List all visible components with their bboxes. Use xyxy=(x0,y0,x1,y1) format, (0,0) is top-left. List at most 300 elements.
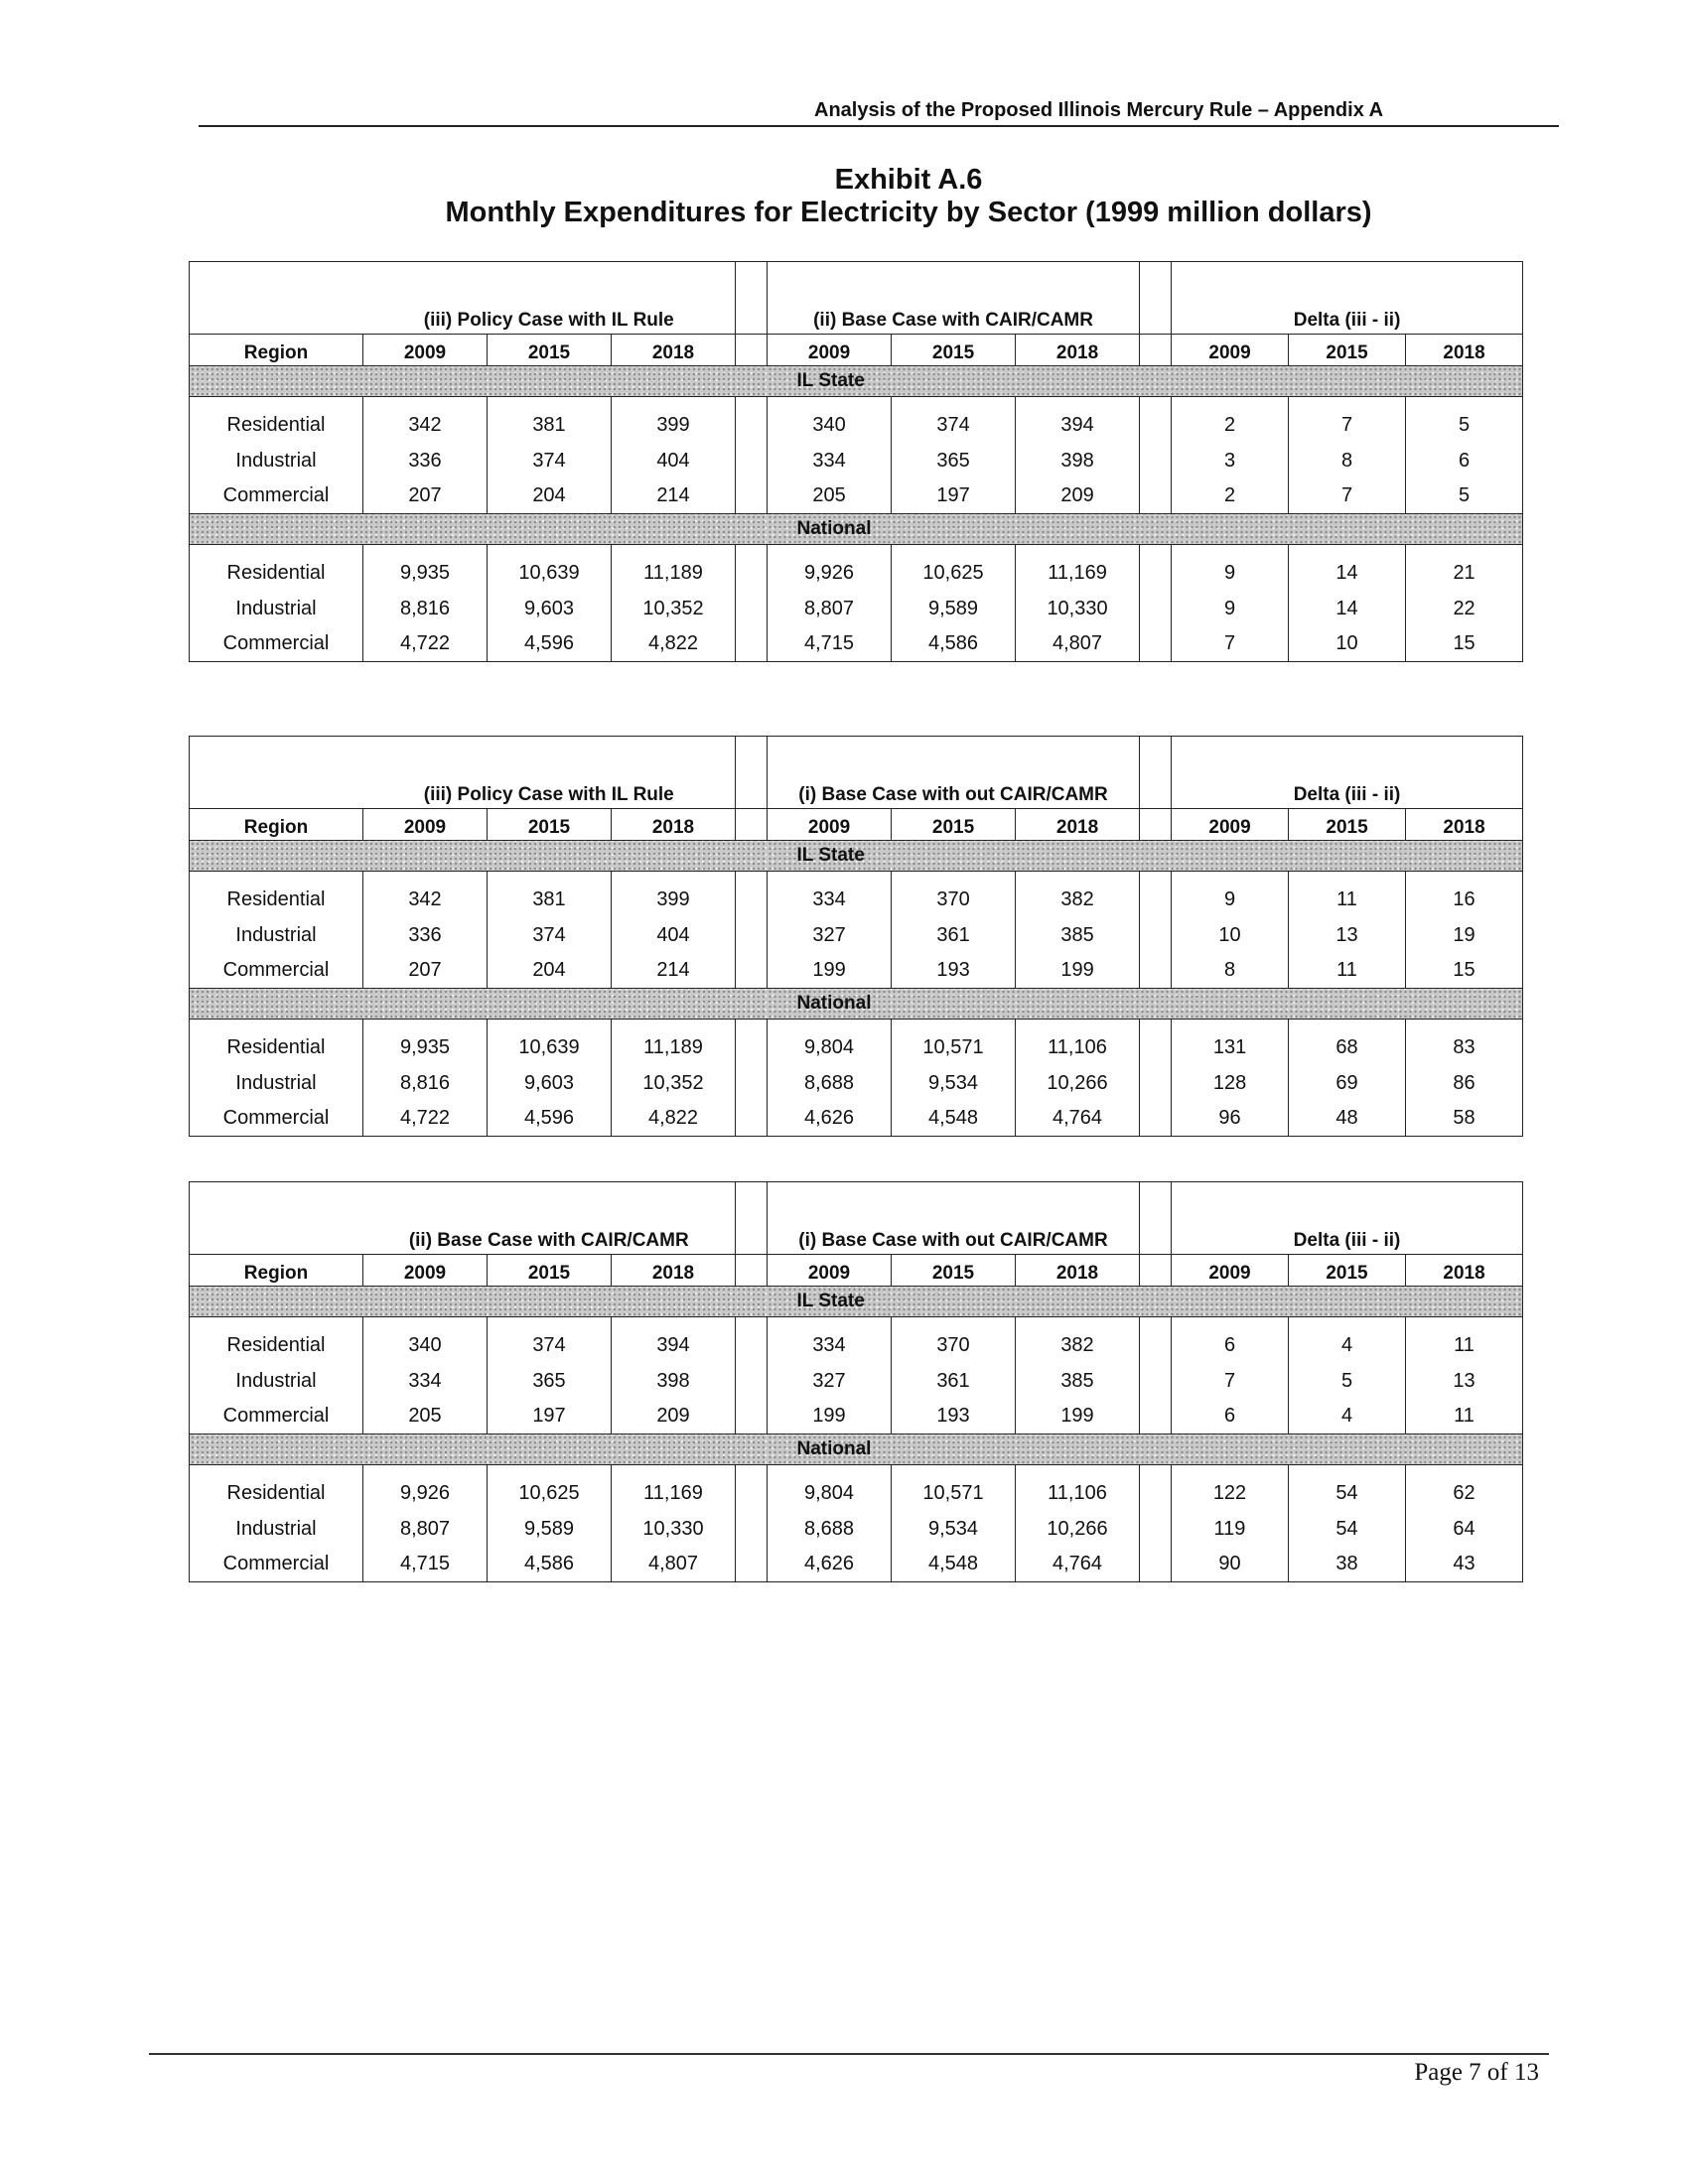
value-cell-b: 385 xyxy=(1016,918,1140,953)
value-cell-a: 4,822 xyxy=(612,1101,736,1137)
value-cell-a: 209 xyxy=(612,1399,736,1434)
gap-cell xyxy=(736,1399,768,1434)
value-cell-b: 394 xyxy=(1016,397,1140,445)
year-header-b: 2018 xyxy=(1016,335,1140,366)
value-cell-b: 334 xyxy=(768,872,892,919)
value-cell-a: 4,586 xyxy=(488,1547,612,1582)
gap-cell xyxy=(1140,1020,1172,1067)
gap-cell xyxy=(736,592,768,626)
value-cell-a: 4,596 xyxy=(488,1101,612,1137)
section-band-left xyxy=(190,1287,768,1317)
value-cell-b: 398 xyxy=(1016,444,1140,478)
region-header: Region xyxy=(190,1255,363,1287)
table-row xyxy=(190,478,1523,514)
section-label: IL State xyxy=(768,1287,1523,1317)
value-cell-c: 22 xyxy=(1406,592,1523,626)
gap-cell xyxy=(736,444,768,478)
value-cell-c: 6 xyxy=(1172,1399,1289,1434)
group-c-header: Delta (iii - ii) xyxy=(1172,737,1523,809)
value-cell-a: 8,816 xyxy=(363,1066,488,1101)
value-cell-b: 370 xyxy=(892,872,1016,919)
group-b-header: (ii) Base Case with CAIR/CAMR xyxy=(768,262,1140,335)
row-label: Industrial xyxy=(190,1512,363,1547)
value-cell-b: 327 xyxy=(768,1364,892,1399)
row-label: Commercial xyxy=(190,1399,363,1434)
value-cell-b: 9,589 xyxy=(892,592,1016,626)
year-header-a: 2018 xyxy=(612,335,736,366)
value-cell-b: 4,548 xyxy=(892,1101,1016,1137)
page-number: Page 7 of 13 xyxy=(1414,2059,1539,2086)
row-label: Industrial xyxy=(190,918,363,953)
gap-cell xyxy=(736,335,768,366)
group-b-header: (i) Base Case with out CAIR/CAMR xyxy=(768,1182,1140,1255)
value-cell-a: 204 xyxy=(488,478,612,514)
gap-cell xyxy=(736,545,768,593)
value-cell-b: 10,266 xyxy=(1016,1512,1140,1547)
year-header-b: 2018 xyxy=(1016,809,1140,841)
section-band xyxy=(190,1434,1523,1465)
value-cell-a: 365 xyxy=(488,1364,612,1399)
gap-cell xyxy=(1140,1317,1172,1365)
value-cell-b: 361 xyxy=(892,1364,1016,1399)
gap-cell xyxy=(1140,809,1172,841)
value-cell-c: 131 xyxy=(1172,1020,1289,1067)
section-label: National xyxy=(768,514,1523,545)
region-header: Region xyxy=(190,809,363,841)
value-cell-a: 334 xyxy=(363,1364,488,1399)
gap-cell xyxy=(1140,335,1172,366)
footer-rule xyxy=(149,2053,1549,2055)
table-row xyxy=(190,1317,1523,1365)
section-band xyxy=(190,1287,1523,1317)
value-cell-a: 10,352 xyxy=(612,1066,736,1101)
table-row xyxy=(190,592,1523,626)
year-header-c: 2015 xyxy=(1289,1255,1406,1287)
year-header-a: 2015 xyxy=(488,335,612,366)
value-cell-b: 9,804 xyxy=(768,1465,892,1513)
value-cell-c: 2 xyxy=(1172,397,1289,445)
section-band xyxy=(190,841,1523,872)
table-row xyxy=(190,545,1523,593)
value-cell-b: 4,764 xyxy=(1016,1101,1140,1137)
year-header-c: 2018 xyxy=(1406,335,1523,366)
year-header-c: 2015 xyxy=(1289,809,1406,841)
gap-cell xyxy=(1140,1101,1172,1137)
group-a-header: (iii) Policy Case with IL Rule xyxy=(363,262,736,335)
row-label: Residential xyxy=(190,1317,363,1365)
value-cell-b: 205 xyxy=(768,478,892,514)
value-cell-a: 9,589 xyxy=(488,1512,612,1547)
value-cell-c: 6 xyxy=(1406,444,1523,478)
year-header-c: 2015 xyxy=(1289,335,1406,366)
gap-cell xyxy=(736,918,768,953)
value-cell-b: 365 xyxy=(892,444,1016,478)
value-cell-c: 5 xyxy=(1289,1364,1406,1399)
value-cell-c: 8 xyxy=(1289,444,1406,478)
gap-cell xyxy=(1140,953,1172,989)
section-band xyxy=(190,989,1523,1020)
gap-cell xyxy=(736,1182,768,1255)
gap-cell xyxy=(1140,737,1172,809)
value-cell-c: 3 xyxy=(1172,444,1289,478)
row-label: Commercial xyxy=(190,478,363,514)
value-cell-b: 9,534 xyxy=(892,1512,1016,1547)
value-cell-a: 207 xyxy=(363,953,488,989)
value-cell-c: 16 xyxy=(1406,872,1523,919)
value-cell-c: 11 xyxy=(1289,872,1406,919)
value-cell-c: 11 xyxy=(1289,953,1406,989)
year-header-a: 2015 xyxy=(488,1255,612,1287)
value-cell-a: 399 xyxy=(612,872,736,919)
exhibit-heading xyxy=(0,164,1684,230)
gap-cell xyxy=(1140,626,1172,662)
table-row xyxy=(190,1101,1523,1137)
row-label: Industrial xyxy=(190,1364,363,1399)
value-cell-a: 404 xyxy=(612,918,736,953)
table-row xyxy=(190,1066,1523,1101)
group-c-header: Delta (iii - ii) xyxy=(1172,262,1523,335)
value-cell-a: 10,352 xyxy=(612,592,736,626)
value-cell-a: 10,625 xyxy=(488,1465,612,1513)
year-header-b: 2015 xyxy=(892,809,1016,841)
gap-cell xyxy=(1140,1364,1172,1399)
gap-cell xyxy=(1140,918,1172,953)
section-band xyxy=(190,366,1523,397)
value-cell-a: 8,816 xyxy=(363,592,488,626)
value-cell-a: 10,639 xyxy=(488,1020,612,1067)
table-row xyxy=(190,953,1523,989)
gap-cell xyxy=(1140,1399,1172,1434)
value-cell-c: 4 xyxy=(1289,1399,1406,1434)
value-cell-a: 9,926 xyxy=(363,1465,488,1513)
gap-cell xyxy=(1140,397,1172,445)
value-cell-c: 90 xyxy=(1172,1547,1289,1582)
value-cell-c: 9 xyxy=(1172,592,1289,626)
value-cell-c: 7 xyxy=(1289,478,1406,514)
value-cell-a: 9,603 xyxy=(488,592,612,626)
gap-cell xyxy=(736,1101,768,1137)
year-header-b: 2009 xyxy=(768,809,892,841)
value-cell-a: 9,935 xyxy=(363,545,488,593)
value-cell-a: 4,822 xyxy=(612,626,736,662)
value-cell-b: 9,804 xyxy=(768,1020,892,1067)
value-cell-c: 69 xyxy=(1289,1066,1406,1101)
value-cell-b: 4,764 xyxy=(1016,1547,1140,1582)
table-row xyxy=(190,626,1523,662)
value-cell-c: 7 xyxy=(1172,626,1289,662)
value-cell-b: 374 xyxy=(892,397,1016,445)
year-header-b: 2009 xyxy=(768,1255,892,1287)
row-label: Residential xyxy=(190,1465,363,1513)
value-cell-a: 4,722 xyxy=(363,626,488,662)
value-cell-b: 8,688 xyxy=(768,1066,892,1101)
section-band-left xyxy=(190,1434,768,1465)
value-cell-a: 204 xyxy=(488,953,612,989)
value-cell-c: 58 xyxy=(1406,1101,1523,1137)
year-header-a: 2018 xyxy=(612,809,736,841)
year-header-b: 2009 xyxy=(768,335,892,366)
value-cell-c: 122 xyxy=(1172,1465,1289,1513)
value-cell-b: 4,586 xyxy=(892,626,1016,662)
value-cell-b: 10,571 xyxy=(892,1465,1016,1513)
value-cell-a: 381 xyxy=(488,872,612,919)
row-label: Industrial xyxy=(190,592,363,626)
value-cell-a: 342 xyxy=(363,872,488,919)
value-cell-b: 8,688 xyxy=(768,1512,892,1547)
value-cell-b: 4,548 xyxy=(892,1547,1016,1582)
value-cell-b: 9,926 xyxy=(768,545,892,593)
value-cell-b: 199 xyxy=(1016,1399,1140,1434)
value-cell-a: 8,807 xyxy=(363,1512,488,1547)
year-header-b: 2015 xyxy=(892,1255,1016,1287)
gap-cell xyxy=(1140,1465,1172,1513)
gap-cell xyxy=(736,262,768,335)
value-cell-c: 13 xyxy=(1406,1364,1523,1399)
group-header-row xyxy=(190,737,1523,809)
gap-cell xyxy=(736,1465,768,1513)
gap-cell xyxy=(736,1364,768,1399)
value-cell-c: 86 xyxy=(1406,1066,1523,1101)
gap-cell xyxy=(1140,1255,1172,1287)
value-cell-b: 10,625 xyxy=(892,545,1016,593)
value-cell-b: 197 xyxy=(892,478,1016,514)
table-row xyxy=(190,1399,1523,1434)
row-label: Industrial xyxy=(190,444,363,478)
value-cell-c: 11 xyxy=(1406,1317,1523,1365)
row-label: Residential xyxy=(190,545,363,593)
exhibit-table-3 xyxy=(189,1181,1523,1582)
exhibit-title: Monthly Expenditures for Electricity by Sector (1999 million dollars) xyxy=(445,197,1372,229)
value-cell-b: 193 xyxy=(892,953,1016,989)
header-rule xyxy=(199,125,1559,127)
value-cell-a: 10,330 xyxy=(612,1512,736,1547)
gap-cell xyxy=(736,626,768,662)
section-band-left xyxy=(190,366,768,397)
year-header-a: 2009 xyxy=(363,1255,488,1287)
year-header-row xyxy=(190,809,1523,841)
year-header-row xyxy=(190,1255,1523,1287)
gap-cell xyxy=(736,478,768,514)
table-row xyxy=(190,1020,1523,1067)
value-cell-c: 13 xyxy=(1289,918,1406,953)
value-cell-b: 334 xyxy=(768,444,892,478)
year-header-c: 2009 xyxy=(1172,1255,1289,1287)
value-cell-a: 336 xyxy=(363,918,488,953)
table-row xyxy=(190,1465,1523,1513)
value-cell-b: 370 xyxy=(892,1317,1016,1365)
value-cell-b: 9,534 xyxy=(892,1066,1016,1101)
value-cell-c: 11 xyxy=(1406,1399,1523,1434)
value-cell-a: 342 xyxy=(363,397,488,445)
value-cell-a: 374 xyxy=(488,918,612,953)
gap-cell xyxy=(1140,1066,1172,1101)
group-a-header: (iii) Policy Case with IL Rule xyxy=(363,737,736,809)
value-cell-c: 14 xyxy=(1289,592,1406,626)
group-header-row xyxy=(190,1182,1523,1255)
value-cell-a: 374 xyxy=(488,444,612,478)
value-cell-c: 8 xyxy=(1172,953,1289,989)
value-cell-c: 6 xyxy=(1172,1317,1289,1365)
value-cell-a: 4,596 xyxy=(488,626,612,662)
row-label: Commercial xyxy=(190,626,363,662)
value-cell-a: 214 xyxy=(612,953,736,989)
value-cell-b: 4,715 xyxy=(768,626,892,662)
year-header-c: 2018 xyxy=(1406,1255,1523,1287)
section-band xyxy=(190,514,1523,545)
value-cell-a: 4,722 xyxy=(363,1101,488,1137)
table-row xyxy=(190,1364,1523,1399)
year-header-a: 2018 xyxy=(612,1255,736,1287)
gap-cell xyxy=(736,1020,768,1067)
value-cell-c: 54 xyxy=(1289,1465,1406,1513)
group-header-row xyxy=(190,262,1523,335)
value-cell-b: 199 xyxy=(1016,953,1140,989)
value-cell-c: 9 xyxy=(1172,872,1289,919)
value-cell-b: 327 xyxy=(768,918,892,953)
gap-cell xyxy=(1140,478,1172,514)
table-row xyxy=(190,397,1523,445)
gap-cell xyxy=(736,1317,768,1365)
value-cell-b: 10,571 xyxy=(892,1020,1016,1067)
value-cell-c: 64 xyxy=(1406,1512,1523,1547)
value-cell-a: 381 xyxy=(488,397,612,445)
row-label: Commercial xyxy=(190,1547,363,1582)
value-cell-c: 62 xyxy=(1406,1465,1523,1513)
gap-cell xyxy=(736,809,768,841)
gap-cell xyxy=(736,1547,768,1582)
value-cell-b: 382 xyxy=(1016,1317,1140,1365)
section-label: IL State xyxy=(768,841,1523,872)
value-cell-b: 340 xyxy=(768,397,892,445)
section-band-left xyxy=(190,514,768,545)
gap-cell xyxy=(1140,872,1172,919)
value-cell-c: 4 xyxy=(1289,1317,1406,1365)
table-row xyxy=(190,1512,1523,1547)
value-cell-c: 21 xyxy=(1406,545,1523,593)
value-cell-b: 385 xyxy=(1016,1364,1140,1399)
group-a-header: (ii) Base Case with CAIR/CAMR xyxy=(363,1182,736,1255)
row-label: Commercial xyxy=(190,953,363,989)
table-row xyxy=(190,918,1523,953)
section-band-left xyxy=(190,841,768,872)
gap-cell xyxy=(1140,592,1172,626)
value-cell-c: 54 xyxy=(1289,1512,1406,1547)
group-c-header: Delta (iii - ii) xyxy=(1172,1182,1523,1255)
gap-cell xyxy=(1140,1547,1172,1582)
exhibit-table-1 xyxy=(189,261,1523,662)
table-row xyxy=(190,1547,1523,1582)
value-cell-a: 207 xyxy=(363,478,488,514)
value-cell-b: 10,266 xyxy=(1016,1066,1140,1101)
year-header-c: 2018 xyxy=(1406,809,1523,841)
value-cell-a: 4,807 xyxy=(612,1547,736,1582)
exhibit-table-2 xyxy=(189,736,1523,1137)
value-cell-c: 15 xyxy=(1406,626,1523,662)
value-cell-a: 11,189 xyxy=(612,1020,736,1067)
value-cell-a: 4,715 xyxy=(363,1547,488,1582)
gap-cell xyxy=(1140,444,1172,478)
value-cell-c: 7 xyxy=(1172,1364,1289,1399)
value-cell-b: 209 xyxy=(1016,478,1140,514)
value-cell-a: 11,189 xyxy=(612,545,736,593)
group-b-header: (i) Base Case with out CAIR/CAMR xyxy=(768,737,1140,809)
value-cell-c: 48 xyxy=(1289,1101,1406,1137)
value-cell-c: 10 xyxy=(1172,918,1289,953)
row-label: Residential xyxy=(190,1020,363,1067)
value-cell-b: 4,807 xyxy=(1016,626,1140,662)
value-cell-b: 382 xyxy=(1016,872,1140,919)
value-cell-c: 2 xyxy=(1172,478,1289,514)
running-header: Analysis of the Proposed Illinois Mercury Rule – Appendix A xyxy=(814,99,1384,121)
value-cell-c: 5 xyxy=(1406,478,1523,514)
gap-cell xyxy=(736,397,768,445)
group-header-blank xyxy=(190,737,363,809)
value-cell-c: 10 xyxy=(1289,626,1406,662)
value-cell-a: 404 xyxy=(612,444,736,478)
value-cell-b: 4,626 xyxy=(768,1101,892,1137)
value-cell-c: 128 xyxy=(1172,1066,1289,1101)
value-cell-a: 10,639 xyxy=(488,545,612,593)
gap-cell xyxy=(736,953,768,989)
value-cell-a: 394 xyxy=(612,1317,736,1365)
row-label: Industrial xyxy=(190,1066,363,1101)
value-cell-b: 361 xyxy=(892,918,1016,953)
gap-cell xyxy=(736,1255,768,1287)
value-cell-c: 38 xyxy=(1289,1547,1406,1582)
year-header-c: 2009 xyxy=(1172,809,1289,841)
row-label: Residential xyxy=(190,397,363,445)
table-row xyxy=(190,872,1523,919)
section-label: National xyxy=(768,989,1523,1020)
value-cell-c: 43 xyxy=(1406,1547,1523,1582)
exhibit-label: Exhibit A.6 xyxy=(834,164,983,196)
value-cell-c: 15 xyxy=(1406,953,1523,989)
value-cell-b: 199 xyxy=(768,953,892,989)
value-cell-a: 205 xyxy=(363,1399,488,1434)
gap-cell xyxy=(736,872,768,919)
value-cell-a: 399 xyxy=(612,397,736,445)
year-header-c: 2009 xyxy=(1172,335,1289,366)
value-cell-a: 197 xyxy=(488,1399,612,1434)
value-cell-b: 334 xyxy=(768,1317,892,1365)
table-row xyxy=(190,444,1523,478)
value-cell-a: 214 xyxy=(612,478,736,514)
value-cell-a: 9,935 xyxy=(363,1020,488,1067)
year-header-a: 2015 xyxy=(488,809,612,841)
value-cell-b: 11,169 xyxy=(1016,545,1140,593)
gap-cell xyxy=(736,1066,768,1101)
section-band-left xyxy=(190,989,768,1020)
value-cell-c: 119 xyxy=(1172,1512,1289,1547)
section-label: IL State xyxy=(768,366,1523,397)
gap-cell xyxy=(1140,545,1172,593)
group-header-blank xyxy=(190,262,363,335)
gap-cell xyxy=(736,737,768,809)
row-label: Commercial xyxy=(190,1101,363,1137)
value-cell-c: 9 xyxy=(1172,545,1289,593)
value-cell-b: 4,626 xyxy=(768,1547,892,1582)
section-label: National xyxy=(768,1434,1523,1465)
year-header-b: 2018 xyxy=(1016,1255,1140,1287)
value-cell-b: 199 xyxy=(768,1399,892,1434)
group-header-blank xyxy=(190,1182,363,1255)
value-cell-a: 374 xyxy=(488,1317,612,1365)
value-cell-b: 10,330 xyxy=(1016,592,1140,626)
value-cell-a: 9,603 xyxy=(488,1066,612,1101)
value-cell-a: 11,169 xyxy=(612,1465,736,1513)
gap-cell xyxy=(736,1512,768,1547)
value-cell-c: 96 xyxy=(1172,1101,1289,1137)
